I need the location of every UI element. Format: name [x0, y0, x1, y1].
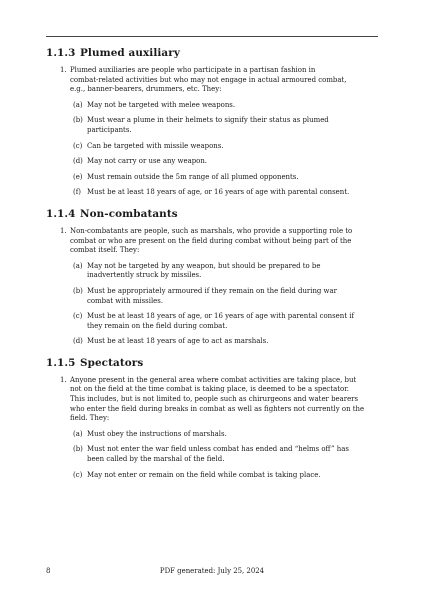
section: [46, 208, 378, 347]
list-item-line: Must be at least 18 years of age, or 16 years of age with parental consent.: [87, 188, 350, 197]
numbered-paragraph: [46, 227, 378, 256]
section-title: Plumed auxiliary: [80, 47, 180, 59]
list-item-label: (d): [73, 157, 83, 166]
list-item: [46, 312, 378, 331]
section: [46, 357, 378, 480]
section-heading: [46, 47, 378, 59]
list-item-label: (c): [73, 312, 83, 321]
list-item: [46, 188, 378, 198]
list-item: [46, 445, 378, 464]
list-item-line: Must be at least 18 years of age to act as marshals.: [87, 337, 269, 346]
paragraph-line: field. They:: [70, 414, 110, 423]
list-item-line: Must not enter the war field unless combat has ended and “helms off” has: [87, 445, 349, 454]
section-number: 1.1.4: [46, 207, 76, 220]
header-rule: [46, 36, 378, 37]
paragraph-line: who enter the field during breaks in combat as well as fighters not currently on the: [70, 404, 365, 413]
list-item-line: May not be targeted by any weapon, but should be prepared to be: [87, 261, 321, 270]
section-heading: [46, 357, 378, 369]
list-item: [46, 142, 378, 152]
list-item: [46, 157, 378, 167]
list-item-line: combat with missiles.: [87, 296, 164, 305]
paragraph-number: 1.: [60, 375, 67, 384]
list-item-line: Must obey the instructions of marshals.: [87, 429, 227, 438]
section-number: 1.1.3: [46, 47, 76, 59]
list-item-line: been called by the marshal of the field.: [87, 455, 225, 464]
item-list: [46, 101, 378, 198]
list-item: [46, 337, 378, 347]
list-item-label: (e): [73, 172, 83, 181]
list-item-label: (b): [73, 445, 83, 454]
numbered-paragraph: [46, 66, 378, 95]
paragraph-line: Plumed auxiliaries are people who participate in a partisan fashion in: [70, 66, 316, 74]
paragraph-line: Anyone present in the general area where combat activities are taking place, but: [70, 375, 357, 384]
list-item-label: (f): [73, 188, 81, 197]
paragraph-line: This includes, but is not limited to, people such as chirurgeons and water bearers: [70, 395, 359, 404]
list-item-label: (b): [73, 286, 83, 295]
list-item-line: participants.: [87, 125, 132, 134]
numbered-paragraph: [46, 376, 378, 424]
list-item-line: inadvertently struck by missiles.: [87, 271, 202, 280]
section-title: Non-combatants: [80, 207, 178, 220]
list-item: [46, 287, 378, 306]
page-number: 8: [46, 567, 51, 575]
list-item-line: Must be at least 18 years of age, or 16 years of age with parental consent if: [87, 312, 355, 321]
paragraph-line: Non-combatants are people, such as marshals, who provide a supporting role to: [70, 226, 353, 235]
list-item-label: (d): [73, 337, 83, 346]
list-item: [46, 262, 378, 281]
list-item-label: (b): [73, 116, 83, 125]
list-item-line: Must be appropriately armoured if they remain on the field during war: [87, 286, 337, 295]
list-item-line: May not carry or use any weapon.: [87, 157, 208, 166]
list-item-line: they remain on the field during combat.: [87, 321, 228, 330]
list-item-label: (a): [73, 100, 83, 109]
list-item-line: May not be targeted with melee weapons.: [87, 100, 236, 109]
section-heading: [46, 208, 378, 220]
list-item: [46, 101, 378, 111]
item-list: [46, 262, 378, 347]
list-item: [46, 471, 378, 481]
paragraph-number: 1.: [60, 66, 67, 74]
section-number: 1.1.5: [46, 356, 76, 369]
list-item: [46, 173, 378, 183]
list-item-label: (a): [73, 429, 83, 438]
item-list: [46, 430, 378, 480]
list-item-label: (c): [73, 141, 83, 150]
paragraph-line: e.g., banner-bearers, drummers, etc. They:: [70, 85, 222, 94]
page-content: [46, 47, 378, 480]
list-item: [46, 430, 378, 440]
list-item-line: Must wear a plume in their helmets to signify their status as plumed: [87, 116, 329, 125]
paragraph-line: not on the field at the time combat is taking place, is deemed to be a spectator.: [70, 385, 349, 394]
list-item-line: May not enter or remain on the field while combat is taking place.: [87, 470, 321, 479]
paragraph-line: combat itself. They:: [70, 246, 140, 255]
section: [46, 47, 378, 198]
generated-date: PDF generated: July 25, 2024: [159, 567, 265, 575]
section-title: Spectators: [80, 356, 144, 369]
list-item-label: (c): [73, 470, 83, 479]
list-item: [46, 116, 378, 135]
paragraph-number: 1.: [60, 226, 67, 235]
paragraph-line: combat-related activities but who may not engage in actual armoured combat,: [70, 75, 347, 84]
list-item-line: Must remain outside the 5m range of all plumed opponents.: [87, 172, 299, 181]
list-item-line: Can be targeted with missile weapons.: [87, 141, 224, 150]
paragraph-line: combat or who are present on the field during combat without being part of the: [70, 236, 352, 245]
list-item-label: (a): [73, 261, 83, 270]
